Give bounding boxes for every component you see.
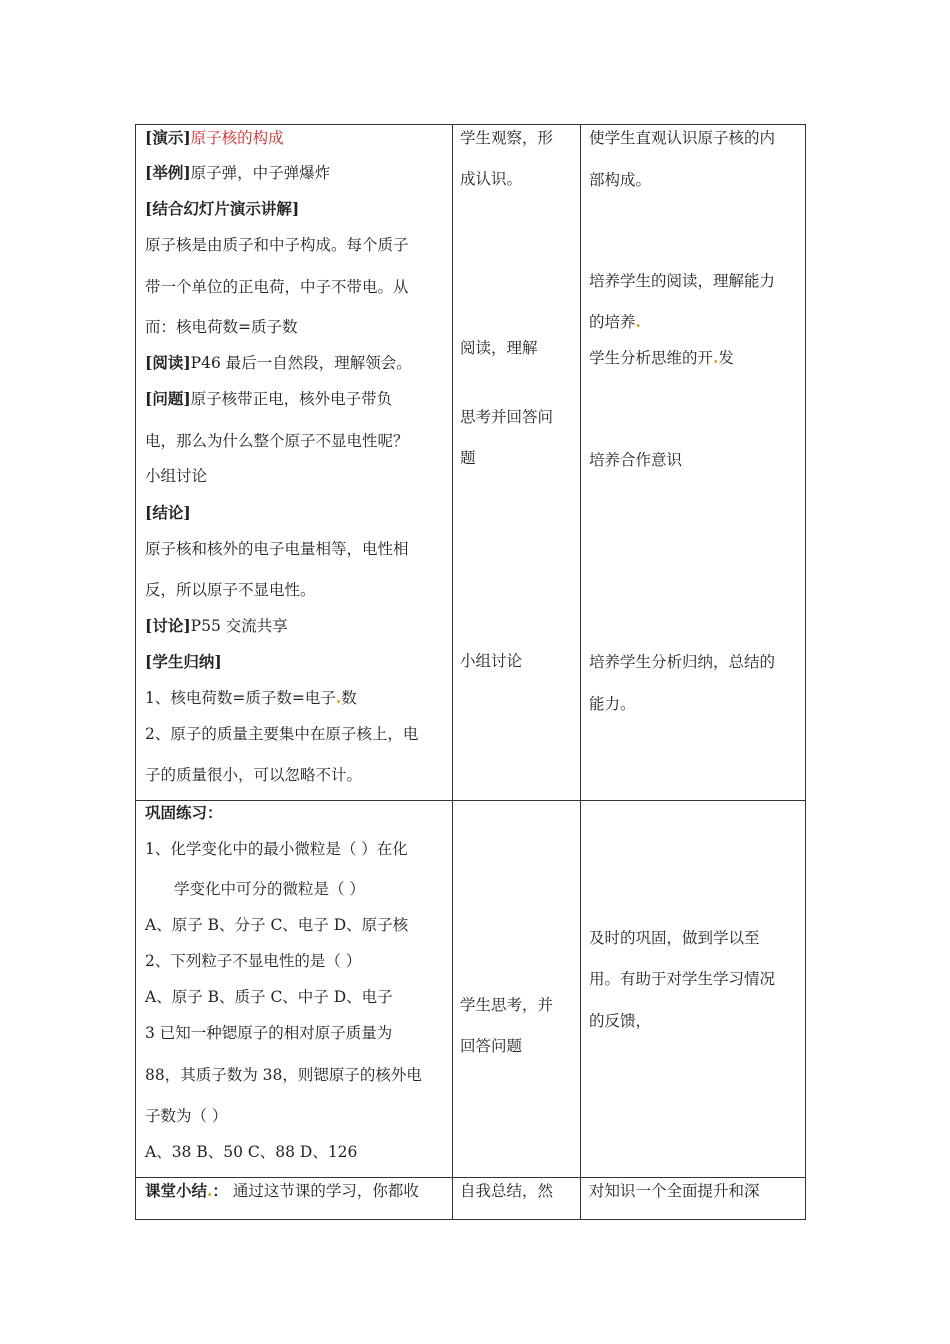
intent-line: 培养合作意识: [589, 451, 683, 469]
intent-line: 使学生直观认识原子核的内: [589, 129, 776, 147]
intent-line: 的反馈，: [589, 1012, 652, 1030]
para-line: 原子核是由质子和中子构成。每个质子: [145, 236, 409, 254]
row-divider: [136, 800, 805, 801]
activity-line: 小组讨论: [460, 652, 523, 670]
read-line: [阅读]P46 最后一自然段，理解领会。: [145, 353, 412, 372]
demo-line: [演示]原子核的构成: [145, 128, 284, 147]
activity-line: 回答问题: [460, 1037, 523, 1055]
example-line: [举例]原子弹，中子弹爆炸: [145, 163, 331, 182]
group-discuss-text: 小组讨论: [145, 467, 208, 485]
exercise-options: A、38 B、50 C、88 D、126: [145, 1143, 358, 1161]
column-divider: [452, 125, 453, 1219]
exercise-line: 88，其质子数为 38，则锶原子的核外电: [145, 1066, 422, 1084]
exercise-line: 学变化中可分的微粒是（ ）: [174, 880, 365, 898]
exercise-options: A、原子 B、分子 C、电子 D、原子核: [145, 916, 409, 934]
dot-marker: .: [713, 348, 719, 367]
intent-line: 的培养.: [589, 312, 641, 331]
exercise-line: 3 已知一种锶原子的相对原子质量为: [145, 1024, 393, 1042]
intent-line: 用。有助于对学生学习情况: [589, 970, 776, 988]
conclusion-heading: [结论]: [145, 503, 191, 522]
intent-line: 培养学生分析归纳，总结的: [589, 653, 776, 671]
para-line: 而：核电荷数=质子数: [145, 318, 298, 336]
activity-line: 学生思考，并: [460, 996, 554, 1014]
activity-line: 题: [460, 449, 476, 467]
intent-line: 对知识一个全面提升和深: [589, 1182, 760, 1200]
exercise-line: 2、下列粒子不显电性的是（ ）: [145, 952, 362, 970]
summary-heading: [学生归纳]: [145, 652, 222, 671]
class-summary-line: 课堂小结.： 通过这节课的学习，你都收: [145, 1181, 419, 1200]
activity-line: 成认识。: [460, 170, 523, 188]
intent-line: 培养学生的阅读，理解能力: [589, 272, 776, 290]
exercise-line: 子数为（ ）: [145, 1107, 228, 1125]
question-line: 电，那么为什么整个原子不显电性呢？: [145, 432, 409, 450]
intent-line: 学生分析思维的开.发: [589, 348, 734, 367]
dot-marker: .: [207, 1181, 213, 1200]
row-divider: [136, 1177, 805, 1178]
dot-marker: .: [335, 688, 342, 707]
exercise-options: A、原子 B、质子 C、中子 D、电子: [145, 988, 393, 1006]
activity-line: 思考并回答问: [460, 408, 554, 426]
exercise-line: 1、化学变化中的最小微粒是（ ）在化: [145, 840, 408, 858]
exercise-heading: 巩固练习：: [145, 803, 223, 822]
summary-item: 2、原子的质量主要集中在原子核上，电: [145, 725, 419, 743]
para-line: 带一个单位的正电荷，中子不带电。从: [145, 278, 409, 296]
summary-item: 1、核电荷数=质子数=电子.数: [145, 688, 357, 707]
dot-marker: .: [635, 312, 641, 331]
intent-line: 能力。: [589, 695, 636, 713]
column-divider: [580, 125, 581, 1219]
summary-item: 子的质量很小，可以忽略不计。: [145, 766, 363, 784]
activity-line: 阅读，理解: [460, 339, 538, 357]
discuss-line: [讨论]P55 交流共享: [145, 616, 288, 635]
slides-heading: [结合幻灯片演示讲解]: [145, 199, 300, 218]
conclusion-line: 反，所以原子不显电性。: [145, 581, 316, 599]
intent-line: 部构成。: [589, 171, 652, 189]
activity-line: 自我总结，然: [460, 1182, 554, 1200]
intent-line: 及时的巩固，做到学以至: [589, 929, 760, 947]
activity-line: 学生观察，形: [460, 129, 554, 147]
question-line: [问题]原子核带正电，核外电子带负: [145, 389, 393, 408]
conclusion-line: 原子核和核外的电子电量相等，电性相: [145, 540, 409, 558]
